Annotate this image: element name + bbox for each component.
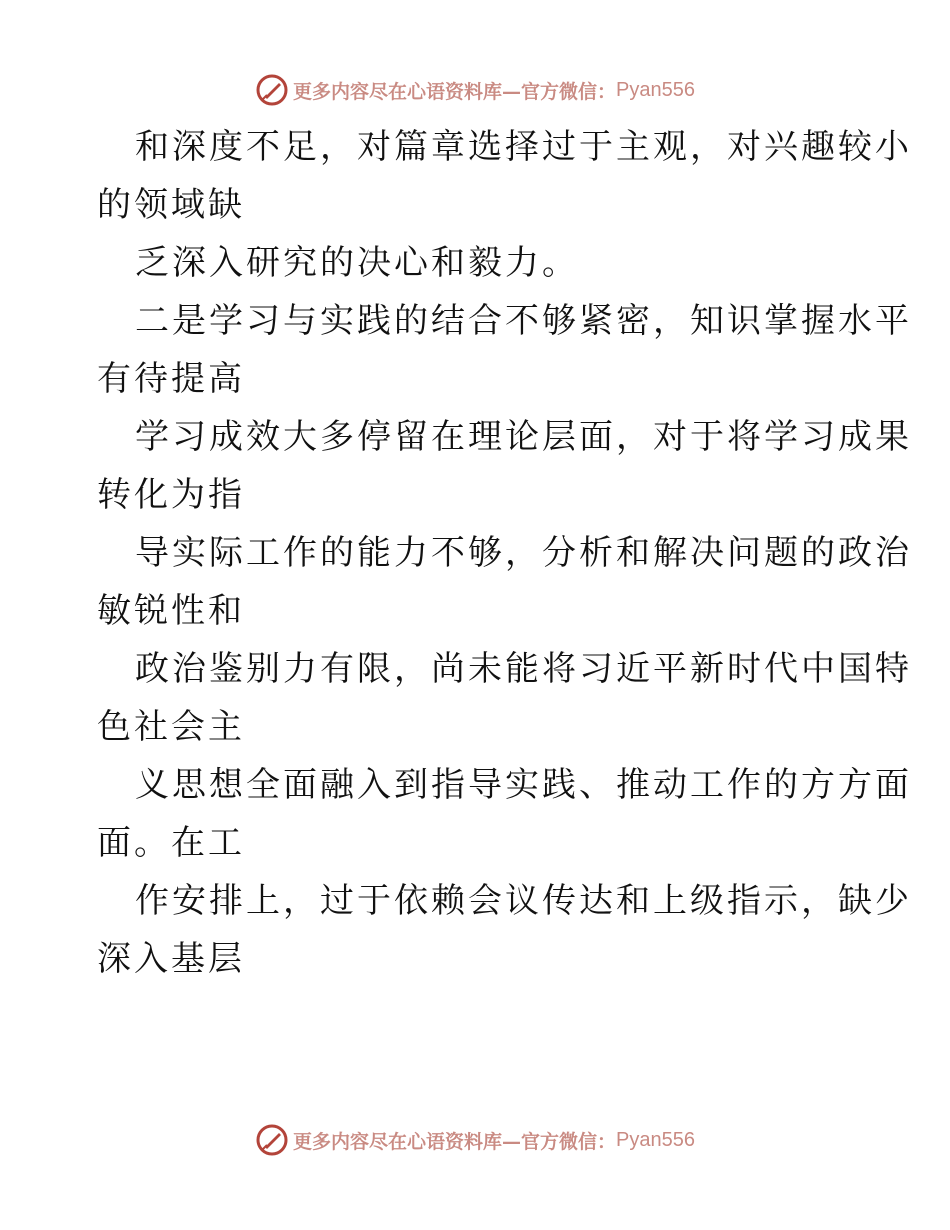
text-line: 面。在工 [97, 823, 245, 863]
feather-seal-icon [255, 73, 289, 107]
text-line: 敏锐性和 [97, 591, 245, 631]
banner-text: 更多内容尽在心语资料库—官方微信： [293, 80, 617, 103]
text-line: 义思想全面融入到指导实践、推动工作的方方面 [135, 765, 912, 805]
document-body [97, 118, 912, 988]
text-line: 导实际工作的能力不够，分析和解决问题的政治 [135, 533, 912, 573]
text-line: 乏深入研究的决心和毅力。 [135, 243, 579, 283]
text-line: 色社会主 [97, 707, 245, 747]
banner-wechat-handle: Pyan556 [616, 1128, 695, 1151]
banner-text: 更多内容尽在心语资料库—官方微信： [293, 1130, 617, 1153]
text-line: 作安排上，过于依赖会议传达和上级指示，缺少 [135, 881, 912, 921]
text-line: 有待提高 [97, 359, 245, 399]
text-line: 和深度不足，对篇章选择过于主观，对兴趣较小 [135, 127, 912, 167]
text-line: 二是学习与实践的结合不够紧密，知识掌握水平 [135, 301, 912, 341]
text-line: 深入基层 [97, 939, 245, 979]
text-line: 学习成效大多停留在理论层面，对于将学习成果 [135, 417, 912, 457]
text-line: 转化为指 [97, 475, 245, 515]
header-banner [0, 70, 950, 110]
text-line: 的领域缺 [97, 185, 245, 225]
footer-banner [0, 1120, 950, 1160]
feather-seal-icon [255, 1123, 289, 1157]
text-line: 政治鉴别力有限，尚未能将习近平新时代中国特 [135, 649, 912, 689]
banner-wechat-handle: Pyan556 [616, 78, 695, 101]
